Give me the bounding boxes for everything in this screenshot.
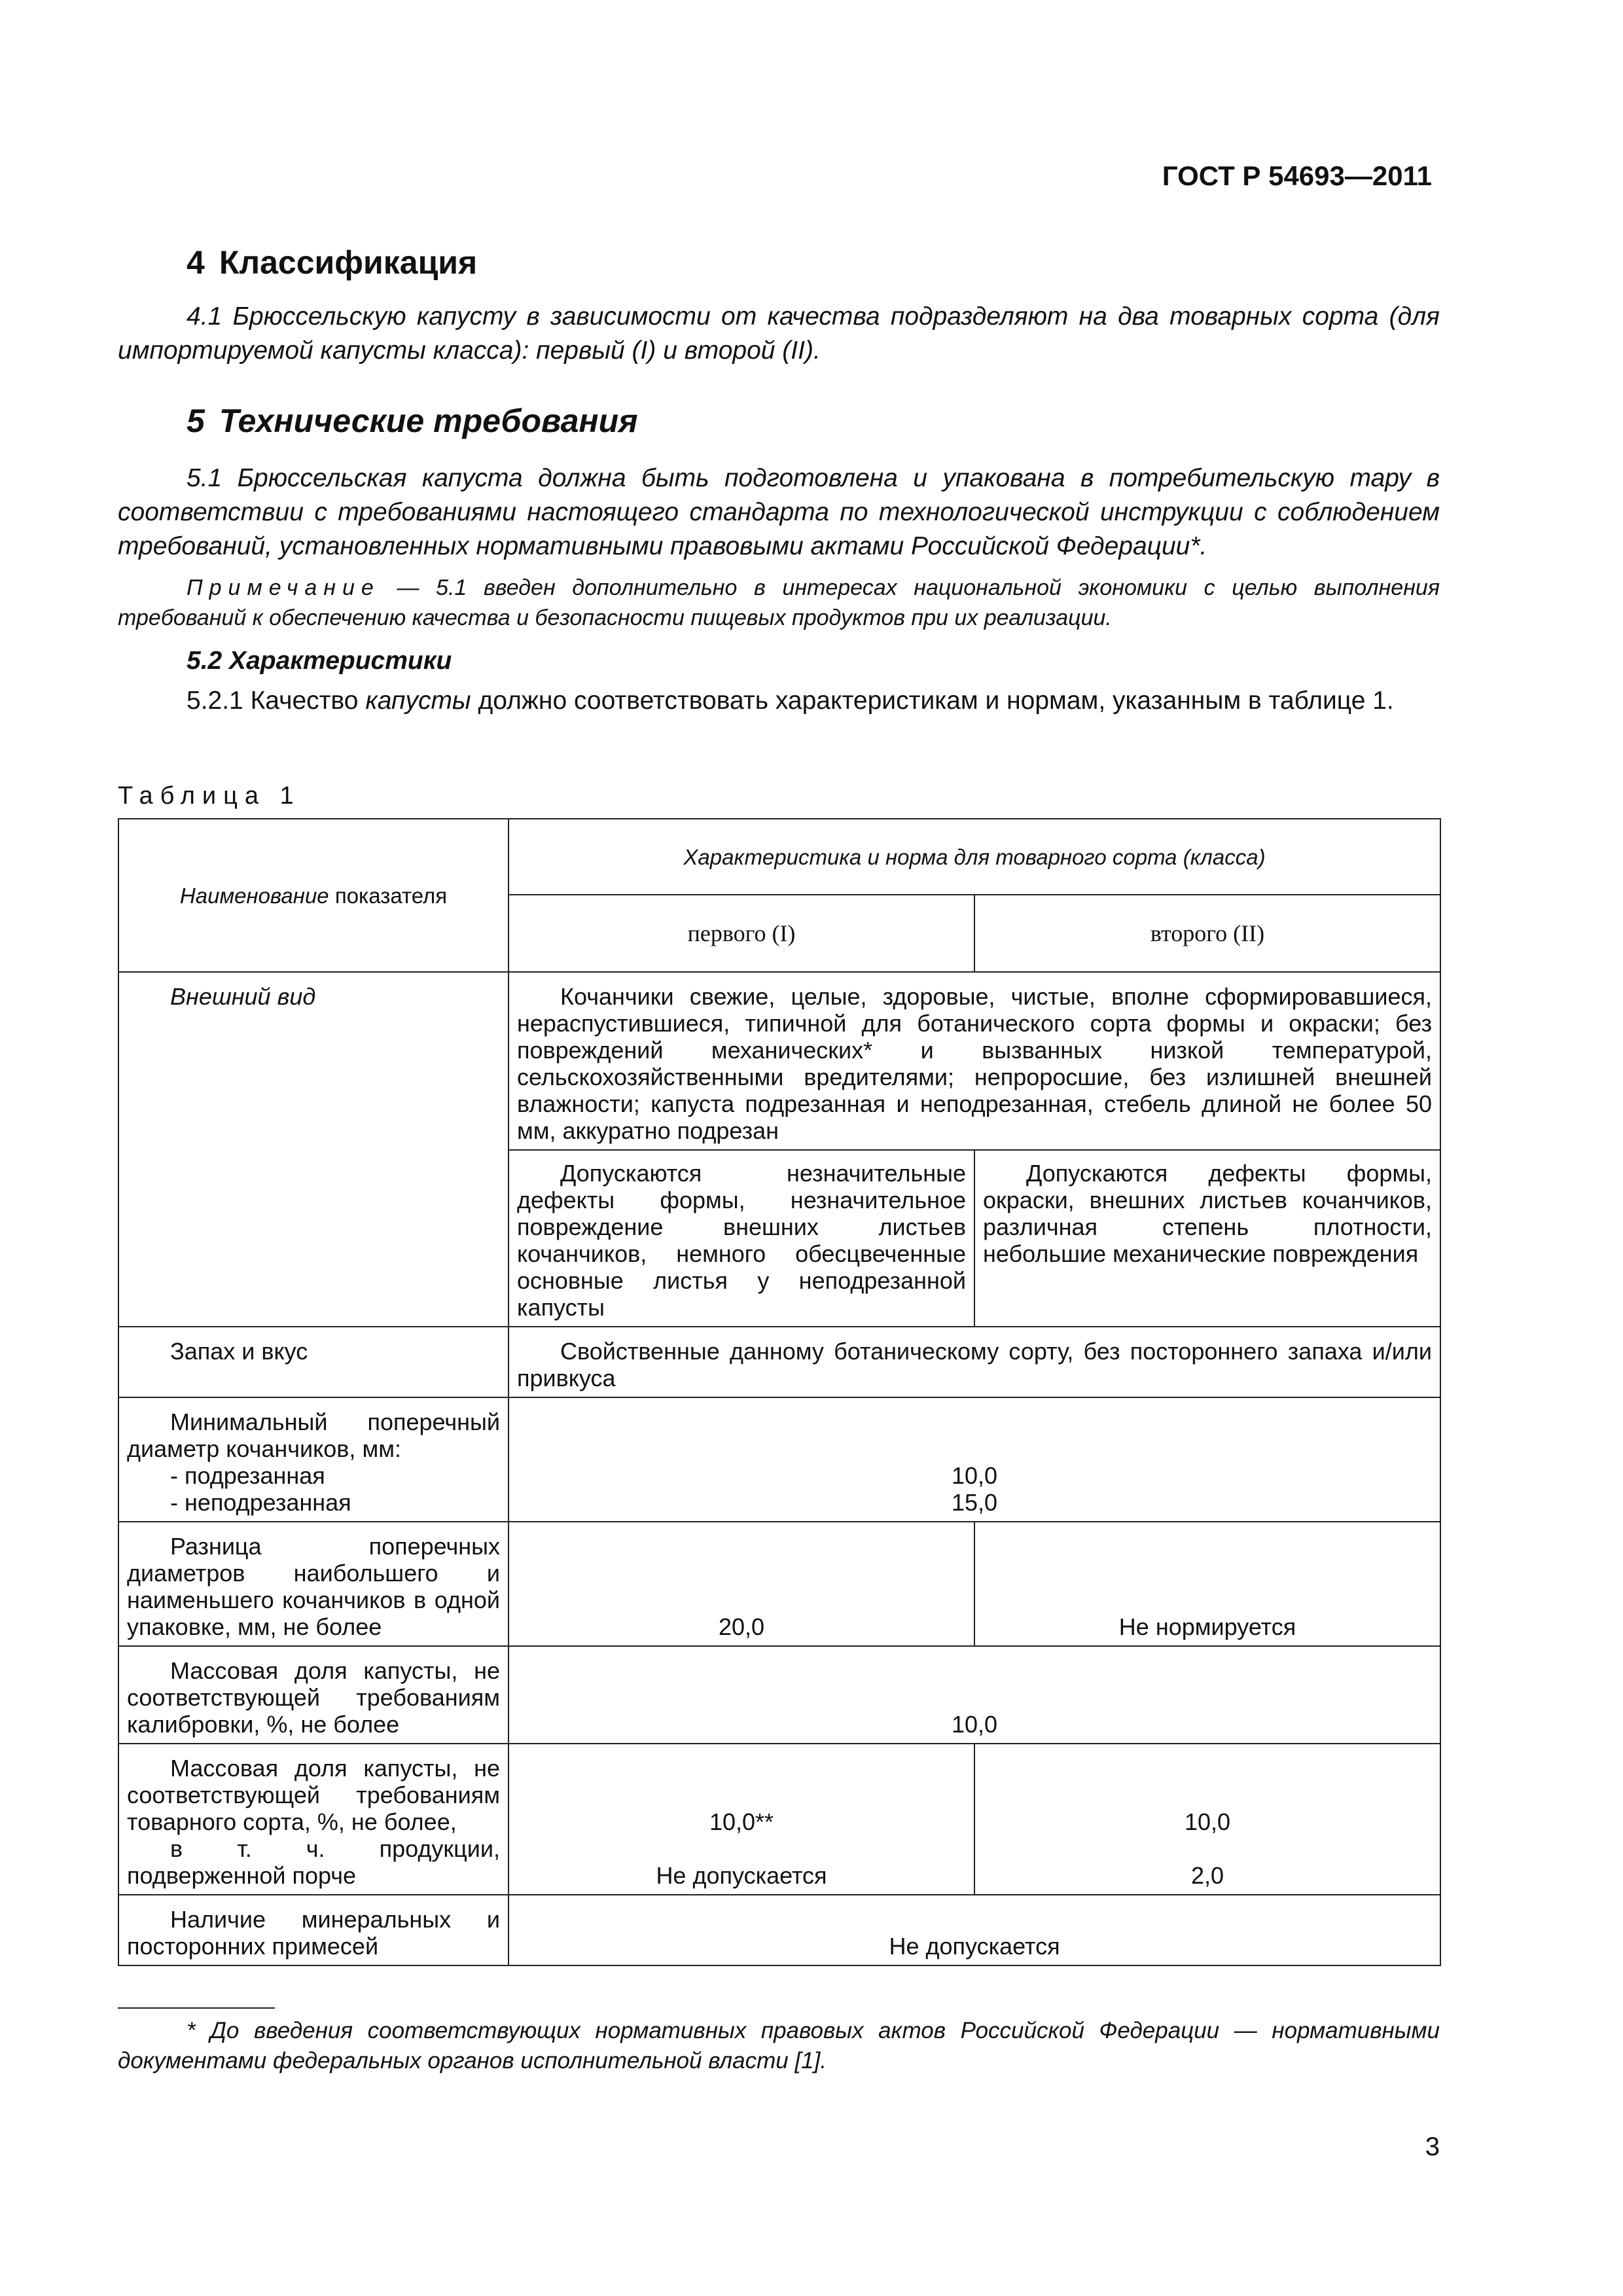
- table-row-calibration: [118, 1646, 1440, 1744]
- row-appearance-first: Допускаются незначительные дефекты формы, незначительное повреждение внешних листьев кочанчиков, немного обесцвеченные основные листья у неподрезанной капусты: [508, 1150, 974, 1327]
- row-smell-name: Запах и вкус: [118, 1327, 508, 1397]
- row-grade-second-1: 10,0: [1184, 1808, 1231, 1835]
- header-grade-second: второго (II): [974, 895, 1440, 972]
- table-row-diff: [118, 1522, 1440, 1646]
- header-indicator-name: [118, 819, 508, 972]
- header-characteristic-group: Характеристика и норма для товарного сорта (класса): [508, 819, 1440, 895]
- table-row-appearance-common: [118, 972, 1440, 1150]
- section-5-title: Технические требования: [219, 403, 638, 439]
- footnote-separator: [118, 2007, 275, 2009]
- table-row-grade: [118, 1744, 1440, 1895]
- header-indicator-name-rest: показателя: [329, 883, 448, 908]
- page-number: 3: [1425, 2132, 1440, 2161]
- table-1: [118, 818, 1441, 1966]
- row-calibration-name: Массовая доля капусты, не соответствующей требованиям калибровки, %, не более: [118, 1646, 508, 1744]
- paragraph-5-2-1-block: [118, 684, 1440, 718]
- document-code: ГОСТ Р 54693—2011: [1162, 160, 1432, 191]
- row-grade-second-2: 2,0: [1190, 1862, 1224, 1889]
- row-grade-name-2: в т. ч. продукции, подверженной порче: [127, 1835, 500, 1889]
- section-4-number: 4: [187, 244, 205, 281]
- row-grade-first-1: 10,0**: [709, 1808, 774, 1835]
- section-5-heading: [187, 402, 638, 440]
- row-diameter-v1: 10,0: [951, 1462, 998, 1489]
- paragraph-5-2-1-end: должно соответствовать характеристикам и нормам, указанным в таблице 1.: [471, 687, 1394, 715]
- row-diameter-sub2: - неподрезанная: [170, 1489, 351, 1516]
- row-diff-first: 20,0: [508, 1522, 974, 1646]
- table-header-row-1: [118, 819, 1440, 895]
- row-smell-value: Свойственные данному ботаническому сорту, без постороннего запаха и/или привкуса: [508, 1327, 1440, 1397]
- row-appearance-common: Кочанчики свежие, целые, здоровые, чистые, вполне сформировавшиеся, нераспустившиеся, типичной для ботанического сорта формы и окраски; без повреждений механических* и вызванных низкой температурой, сельскохозяйственными вредителями; непроросшие, без излишней внешней влажности; капуста подрезанная и неподрезанная, стебель длиной не более 50 мм, аккуратно подрезан: [508, 972, 1440, 1150]
- footnote: * До введения соответствующих нормативных правовых актов Российской Федерации — нормативными документами федеральных органов исполнительной власти [1].: [118, 2018, 1440, 2073]
- section-4-title: Классификация: [219, 244, 478, 281]
- row-impurities-value: Не допускается: [508, 1895, 1440, 1965]
- paragraph-5-2-1: [118, 684, 1440, 718]
- row-diameter-sub1: - подрезанная: [170, 1462, 325, 1489]
- header-indicator-name-italic: Наименование: [179, 883, 329, 908]
- note-block: [118, 573, 1440, 633]
- row-diameter-v2: 15,0: [951, 1489, 998, 1516]
- row-calibration-value: 10,0: [508, 1646, 1440, 1744]
- header-grade-first: первого (I): [508, 895, 974, 972]
- row-grade-first-cell: [508, 1744, 974, 1895]
- row-grade-name: Массовая доля капусты, не соответствующей требованиям товарного сорта, %, не более,: [127, 1755, 500, 1835]
- section-5-number: 5: [187, 403, 205, 439]
- row-appearance-name: Внешний вид: [118, 972, 508, 1327]
- row-diff-second: Не нормируется: [974, 1522, 1440, 1646]
- subsection-5-2-heading: 5.2 Характеристики: [187, 647, 452, 675]
- paragraph-4-1: 4.1 Брюссельскую капусту в зависимости от качества подразделяют на два товарных сорта (для импортируемой капусты класса): первый (I) и второй (II).: [118, 302, 1440, 365]
- paragraph-5-2-1-start: 5.2.1 Качество: [187, 687, 366, 715]
- table-row-impurities: [118, 1895, 1440, 1965]
- table-row-diameter: [118, 1397, 1440, 1522]
- row-grade-name-cell: [118, 1744, 508, 1895]
- row-diameter-name-cell: [118, 1397, 508, 1522]
- row-diameter-name: Минимальный поперечный диаметр кочанчиков, мм:: [127, 1408, 500, 1462]
- row-grade-second-cell: [974, 1744, 1440, 1895]
- paragraph-5-2-1-italic: капусты: [365, 687, 471, 715]
- note-label: Примечание: [187, 575, 380, 600]
- paragraph-5-1-block: [118, 461, 1440, 564]
- section-4-heading: [187, 243, 477, 281]
- paragraph-5-1: 5.1 Брюссельская капуста должна быть подготовлена и упакована в потребительскую тару в соответствии с требованиями настоящего стандарта по технологической инструкции с соблюдением требований, установленных нормативными правовыми актами Российской Федерации*.: [118, 464, 1440, 560]
- paragraph-4-1-block: [118, 300, 1440, 368]
- row-appearance-second: Допускаются дефекты формы, окраски, внешних листьев кочанчиков, различная степень плотности, небольшие механические повреждения: [974, 1150, 1440, 1327]
- table-row-smell: [118, 1327, 1440, 1397]
- table-caption: Таблица 1: [118, 782, 301, 810]
- row-diameter-values: [508, 1397, 1440, 1522]
- row-impurities-name: Наличие минеральных и посторонних примесей: [118, 1895, 508, 1965]
- note-paragraph: [118, 573, 1440, 633]
- note-text: — 5.1 введен дополнительно в интересах национальной экономики с целью выполнения требований к обеспечению качества и безопасности пищевых продуктов при их реализации.: [118, 575, 1440, 630]
- row-diff-name: Разница поперечных диаметров наибольшего и наименьшего кочанчиков в одной упаковке, мм, не более: [118, 1522, 508, 1646]
- row-grade-first-2: Не допускается: [656, 1862, 827, 1889]
